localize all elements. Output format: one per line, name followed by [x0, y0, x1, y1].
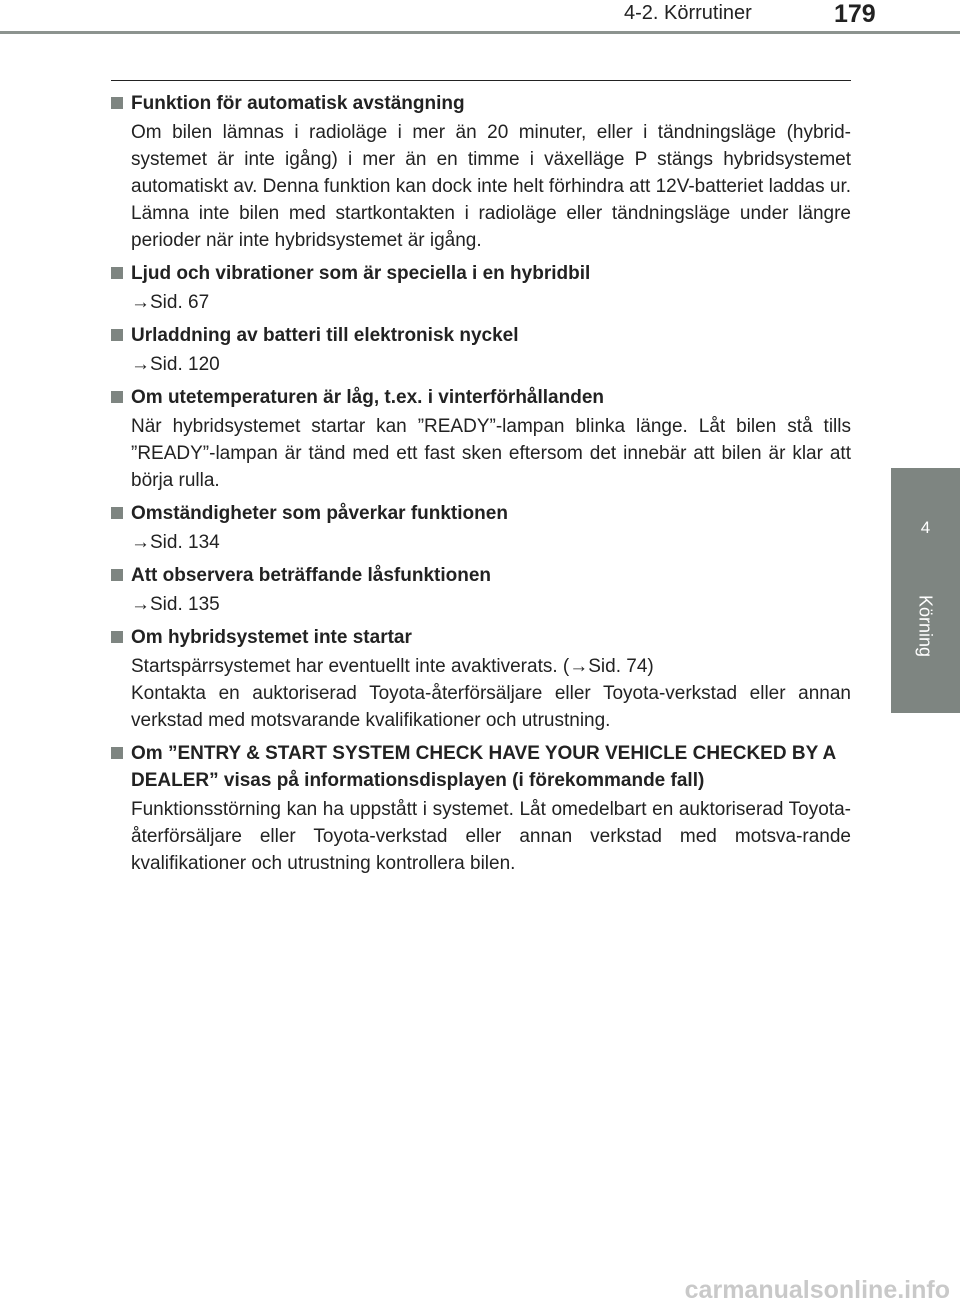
- section-heading: [111, 500, 851, 527]
- section-item: [111, 562, 851, 618]
- square-bullet-icon: [111, 747, 123, 759]
- paragraph: Startspärrsystemet har eventuellt inte avaktiverats. (→Sid. 74): [131, 656, 654, 677]
- chapter-number: 4: [920, 518, 931, 537]
- header-rule: [0, 31, 960, 34]
- square-bullet-icon: [111, 569, 123, 581]
- paragraph: Kontakta en auktoriserad Toyota-återförsäljare eller Toyota-verkstad eller annan verkstad med motsvarande kvalifikationer och utrustning.: [131, 683, 851, 731]
- content-body: [111, 90, 851, 883]
- heading-text: Om utetemperaturen är låg, t.ex. i vinterförhållanden: [131, 387, 605, 408]
- header-band: [0, 0, 960, 30]
- square-bullet-icon: [111, 97, 123, 109]
- paragraph: När hybridsystemet startar kan ”READY”-lampan blinka länge. Låt bilen stå tills ”READY”-lampan är tänd med ett fast sken eftersom det innebär att bilen är klar att börja rulla.: [131, 416, 851, 491]
- heading-text: Om ”ENTRY & START SYSTEM CHECK HAVE YOUR VEHICLE CHECKED BY A DEALER” visas på informationsdisplayen (i förekommande fall): [131, 743, 836, 791]
- section-item: [111, 740, 851, 877]
- heading-text: Ljud och vibrationer som är speciella i en hybridbil: [131, 263, 591, 284]
- heading-text: Urladdning av batteri till elektronisk nyckel: [131, 325, 519, 346]
- heading-text: Omständigheter som påverkar funktionen: [131, 503, 508, 524]
- section-heading: [111, 260, 851, 287]
- square-bullet-icon: [111, 391, 123, 403]
- page-reference-link[interactable]: →Sid. 135: [131, 594, 220, 615]
- paragraph: Funktionsstörning kan ha uppstått i systemet. Låt omedelbart en auktoriserad Toyota-återförsäljare eller Toyota-verkstad eller annan verkstad med motsva-rande kvalifikationer och utrustning kontrollera bilen.: [131, 799, 851, 874]
- section-heading: [111, 740, 851, 794]
- page-reference-link[interactable]: →Sid. 67: [131, 292, 210, 313]
- section-heading: [111, 90, 851, 117]
- section-heading: [111, 562, 851, 589]
- heading-text: Om hybridsystemet inte startar: [131, 627, 412, 648]
- content-divider: [111, 80, 851, 81]
- heading-text: Funktion för automatisk avstängning: [131, 93, 465, 114]
- section-heading: [111, 624, 851, 651]
- chapter-side-tab[interactable]: [891, 468, 960, 713]
- section-item: [111, 260, 851, 316]
- square-bullet-icon: [111, 631, 123, 643]
- heading-text: Att observera beträffande låsfunktionen: [131, 565, 492, 586]
- square-bullet-icon: [111, 329, 123, 341]
- section-item: [111, 624, 851, 734]
- section-item: [111, 500, 851, 556]
- section-item: [111, 90, 851, 254]
- section-item: [111, 322, 851, 378]
- watermark: carmanualsonline.info: [684, 1276, 950, 1304]
- section-title: 4-2. Körrutiner: [624, 2, 752, 24]
- chapter-label: Körning: [915, 594, 936, 658]
- square-bullet-icon: [111, 267, 123, 279]
- paragraph: Om bilen lämnas i radioläge i mer än 20 minuter, eller i tändningsläge (hybrid-systemet är inte igång) i mer än en timme i växelläge P stängs hybridsystemet automatiskt av. Denna funktion kan dock inte helt förhindra att 12V-batteriet laddas ur. Lämna inte bilen med startkontakten i radioläge eller tändningsläge under längre perioder när inte hybridsystemet är igång.: [131, 122, 851, 251]
- section-heading: [111, 384, 851, 411]
- page-reference-link[interactable]: →Sid. 134: [131, 532, 220, 553]
- section-item: [111, 384, 851, 494]
- section-heading: [111, 322, 851, 349]
- square-bullet-icon: [111, 507, 123, 519]
- page-reference-link[interactable]: →Sid. 120: [131, 354, 220, 375]
- page-number: 179: [834, 0, 876, 28]
